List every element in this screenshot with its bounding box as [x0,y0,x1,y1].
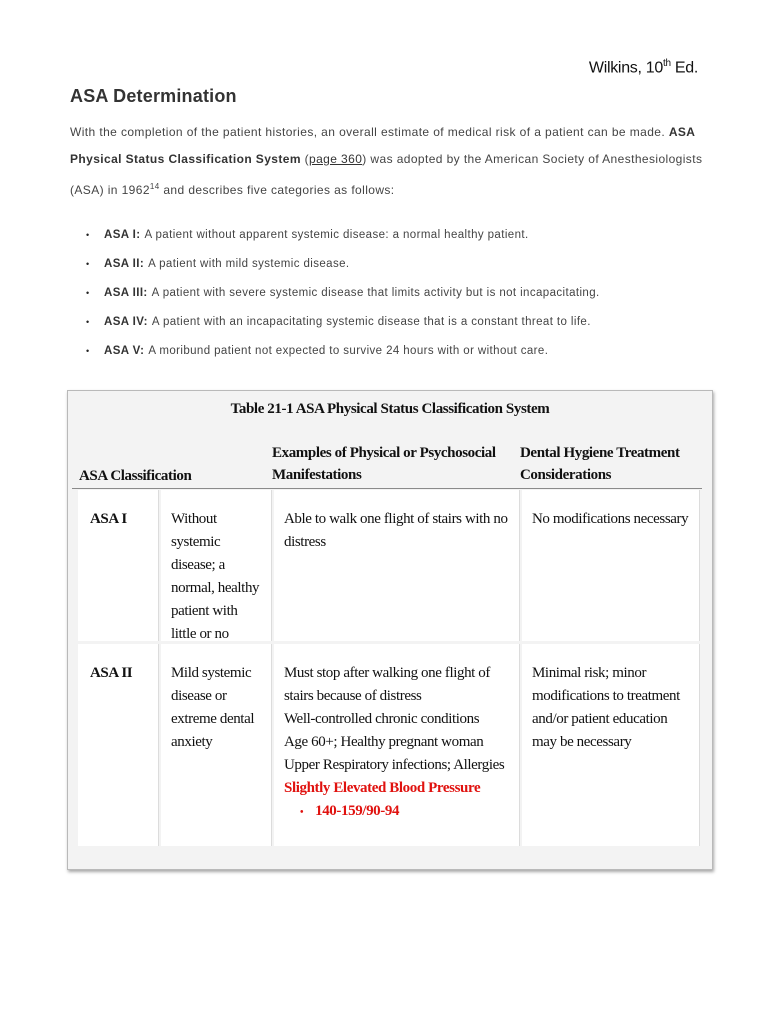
cell-description: Without systemic disease; a normal, healthy patient with little or no [161,490,272,641]
example-line: Age 60+; Healthy pregnant woman [284,734,484,750]
list-item [86,311,600,340]
list-item-text: A patient with severe systemic disease that limits activity but is not incapacitating. [151,287,600,299]
bullet-icon: • [86,230,90,240]
list-item [86,282,600,311]
cell-description: Mild systemic disease or extreme dental anxiety [161,644,272,846]
list-item [86,224,600,253]
list-item-text: A moribund patient not expected to survive 24 hours with or without care. [148,345,549,357]
source-note-sup: th [662,58,671,69]
cell-class: ASA II [78,644,159,846]
bullet-icon: • [86,346,90,356]
list-item-label: ASA II: [104,258,145,270]
list-item-text: A patient with an incapacitating systemic disease that is a constant threat to life. [151,316,591,328]
table-caption: Table 21-1 ASA Physical Status Classification System [230,401,550,417]
header-classification: ASA Classification [79,468,192,484]
bullet-icon: • [300,807,304,818]
list-item-label: ASA III: [104,287,148,299]
list-item-text: A patient without apparent systemic disease: a normal healthy patient. [144,229,529,241]
table-row [78,490,702,641]
header-divider [72,488,702,489]
highlight-line: Slightly Elevated Blood Pressure [284,780,481,796]
classification-table [67,390,713,870]
bullet-icon: • [86,288,90,298]
list-item-label: ASA V: [104,345,145,357]
intro-text-4: and describes five categories as follows: [159,183,395,197]
header-examples: Examples of Physical or Psychosocial Manifestations [272,445,496,483]
intro-paragraph [70,119,710,204]
table-row [78,644,702,846]
bullet-icon: • [86,259,90,269]
source-note-suffix: Ed. [670,59,698,77]
intro-text-1: With the completion of the patient histories, an overall estimate of medical risk of a patient can be made. [70,125,669,139]
header-considerations: Dental Hygiene Treatment Considerations [520,445,680,483]
citation-superscript: 14 [149,182,160,191]
list-item-label: ASA IV: [104,316,148,328]
page-title: ASA Determination [70,86,237,106]
intro-text-2: ( [300,152,310,166]
bullet-icon: • [86,317,90,327]
intro-bold-term: ASA Physical Status Classification System [70,125,695,166]
list-item [86,253,600,282]
cell-examples [274,490,520,641]
asa-category-list [86,224,600,369]
cell-class: ASA I [78,490,159,641]
blood-pressure-value: 140-159/90-94 [315,803,400,819]
list-item-text: A patient with mild systemic disease. [148,258,350,270]
example-line: Well-controlled chronic conditions [284,711,480,727]
highlight-sub-item [284,800,509,824]
list-item-label: ASA I: [104,229,141,241]
source-note [589,58,698,77]
list-item [86,340,600,369]
cell-considerations: Minimal risk; minor modifications to treatment and/or patient education may be necessary [522,644,700,846]
cell-considerations: No modifications necessary [522,490,700,641]
source-note-text: Wilkins, 10 [588,59,663,77]
example-line: Able to walk one flight of stairs with no distress [284,511,508,550]
cell-examples [274,644,520,846]
example-line: Must stop after walking one flight of stairs because of distress [284,665,490,704]
intro-text-3: ) was adopted by the American Society of Anesthesiologists (ASA) in 1962 [70,152,703,197]
page-reference-link[interactable]: page 360 [309,152,363,166]
example-line: Upper Respiratory infections; Allergies [284,757,505,773]
